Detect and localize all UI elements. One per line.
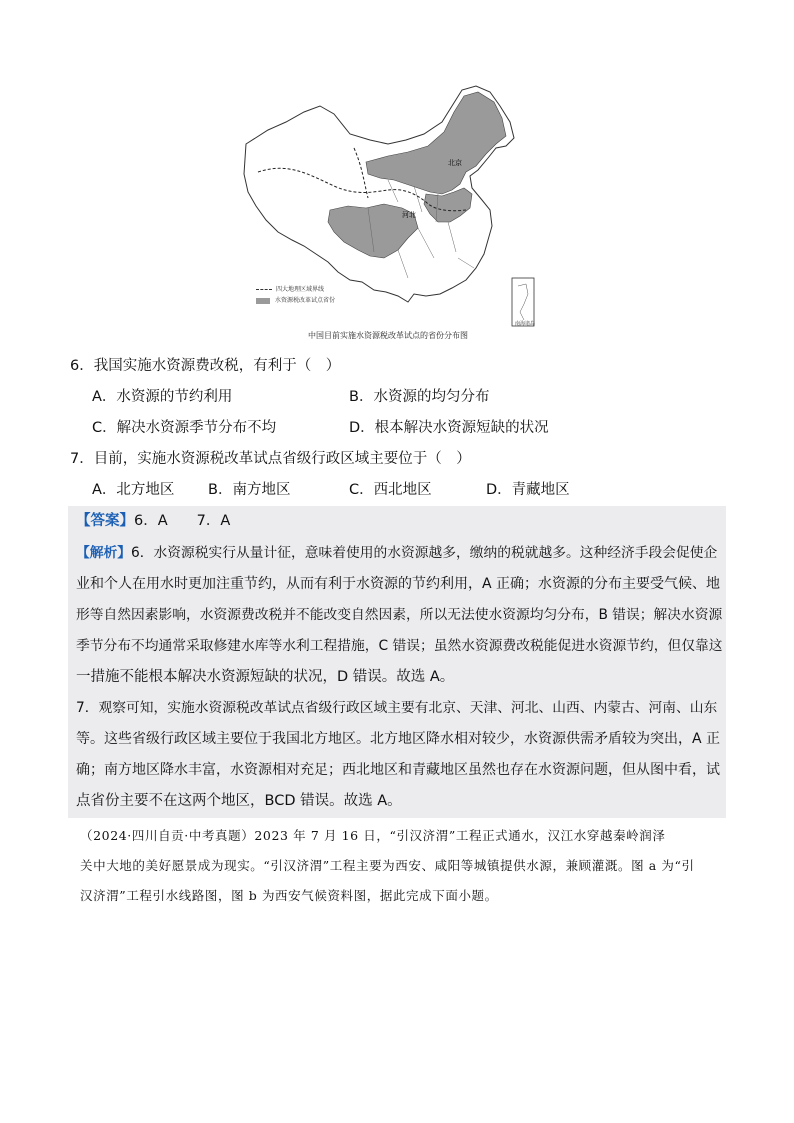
q6-option-d: D．根本解决水资源短缺的状况 — [349, 420, 549, 436]
analysis-line-7: 等。这些省级行政区域主要位于我国北方地区。北方地区降水相对较少，水资源供需矛盾较为突出，A 正 — [76, 731, 721, 747]
analysis-line-5: 一措施不能根本解决水资源短缺的状况，D 错误。故选 A。 — [76, 669, 455, 685]
legend-pilot-label: 水资源税改革试点省份 — [275, 296, 336, 304]
grey-swatch-icon — [256, 298, 270, 304]
legend-boundary — [256, 284, 335, 295]
analysis-line-8: 确；南方地区降水丰富，水资源相对充足；西北地区和青藏地区虽然也存在水资源问题，但从图中看，试 — [76, 762, 720, 778]
analysis-line-4: 季节分布不均通常采取修建水库等水利工程措施，C 错误；虽然水资源费改税能促进水资源节约，但仅靠这 — [76, 638, 723, 654]
map-legend — [256, 284, 335, 306]
china-map-figure — [238, 82, 538, 344]
answer-tag: 【答案】 — [76, 513, 134, 529]
q6-option-b: B．水资源的均匀分布 — [349, 389, 490, 405]
answer-line — [76, 511, 230, 531]
question-6-stem: 6．我国实施水资源费改税，有利于（ ） — [70, 358, 341, 374]
inset-label: 南海诸岛 — [515, 321, 536, 327]
province-label: 河北 — [402, 211, 416, 219]
intro-line-2: 关中大地的美好愿景成为现实。“引汉济渭”工程主要为西安、咸阳等城镇提供水源，兼顾灌溉。图 a 为“引 — [80, 858, 695, 873]
dashed-line-icon — [256, 289, 272, 290]
legend-pilot — [256, 295, 335, 306]
south-sea-inset — [512, 278, 534, 326]
q6-option-c: C．解决水资源季节分布不均 — [92, 420, 277, 436]
legend-boundary-label: 四大地理区域界线 — [276, 285, 325, 293]
analysis-tag: 【解析】 — [76, 545, 132, 561]
intro-line-1: （2024·四川自贡·中考真题）2023 年 7 月 16 日，“引汉济渭”工程正式通水，汉江水穿越秦岭润泽 — [80, 828, 666, 843]
q6-option-a: A．水资源的节约利用 — [92, 389, 233, 405]
beijing-label: 北京 — [448, 159, 462, 167]
analysis-line-3: 形等自然因素影响，水资源费改税并不能改变自然因素，所以无法使水资源均匀分布，B 错误；解决水资源 — [76, 607, 723, 623]
q7-option-b: B．南方地区 — [208, 482, 291, 498]
analysis-line-1 — [76, 543, 717, 563]
pilot-north-region — [366, 92, 506, 194]
q7-option-d: D．青藏地区 — [486, 482, 570, 498]
analysis-line-2: 业和个人在用水时更加注重节约，从而有利于水资源的节约利用，A 正确；水资源的分布主要受气候、地 — [76, 576, 721, 592]
q7-option-a: A．北方地区 — [92, 482, 175, 498]
intro-line-3: 汉济渭”工程引水线路图，图 b 为西安气候资料图，据此完成下面小题。 — [80, 888, 498, 903]
analysis-line-6: 7．观察可知，实施水资源税改革试点省级行政区域主要有北京、天津、河北、山西、内蒙古、河南、山东 — [76, 700, 718, 716]
question-7-stem: 7．目前，实施水资源税改革试点省级行政区域主要位于（ ） — [70, 451, 471, 467]
map-caption: 中国目前实施水资源税改革试点的省份分布图 — [308, 331, 468, 340]
q7-option-c: C．西北地区 — [349, 482, 432, 498]
answer-text: 6．A 7．A — [134, 513, 231, 529]
analysis-text: 6．水资源税实行从量计征，意味着使用的水资源越多，缴纳的税就越多。这种经济手段会促使企 — [131, 545, 718, 561]
analysis-line-9: 点省份主要不在这两个地区，BCD 错误。故选 A。 — [76, 793, 402, 809]
